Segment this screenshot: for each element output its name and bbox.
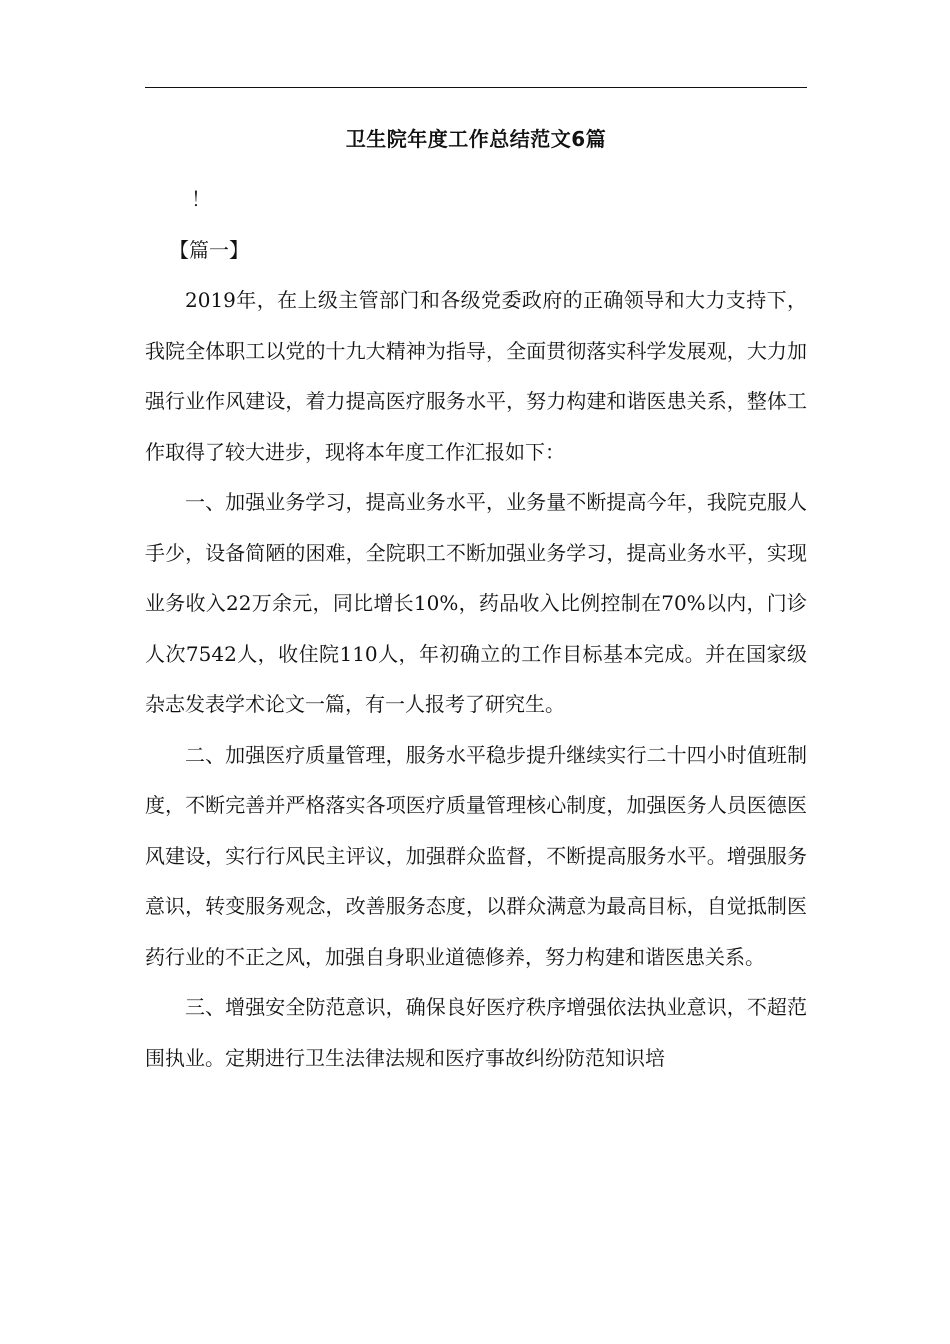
paragraph-section-three: 三、增强安全防范意识，确保良好医疗秩序增强依法执业意识，不超范围执业。定期进行卫生法律法规和医疗事故纠纷防范知识培 [145, 995, 807, 1070]
section-label: 【篇一】 [169, 237, 249, 262]
document-title: 卫生院年度工作总结范文6篇 [345, 127, 607, 151]
paragraph-intro: 2019年，在上级主管部门和各级党委政府的正确领导和大力支持下，我院全体职工以党的十九大精神为指导，全面贯彻落实科学发展观，大力加强行业作风建设，着力提高医疗服务水平，努力构建和谐医患关系，整体工作取得了较大进步，现将本年度工作汇报如下： [145, 288, 807, 464]
paragraph-section-two: 二、加强医疗质量管理，服务水平稳步提升继续实行二十四小时值班制度，不断完善并严格落实各项医疗质量管理核心制度，加强医务人员医德医风建设，实行行风民主评议，加强群众监督，不断提高服务水平。增强服务意识，转变服务观念，改善服务态度，以群众满意为最高目标，自觉抵制医药行业的不正之风，加强自身职业道德修养，努力构建和谐医患关系。 [145, 742, 807, 969]
exclamation-line: ！ [191, 187, 211, 211]
paragraph-section-one: 一、加强业务学习，提高业务水平，业务量不断提高今年，我院克服人手少，设备简陋的困难，全院职工不断加强业务学习，提高业务水平，实现业务收入22万余元，同比增长10%，药品收入比例控制在70%以内，门诊人次7542人，收住院110人，年初确立的工作目标基本完成。并在国家级杂志发表学术论文一篇，有一人报考了研究生。 [145, 490, 807, 716]
document-body [145, 174, 807, 1083]
header-rule [145, 87, 807, 88]
